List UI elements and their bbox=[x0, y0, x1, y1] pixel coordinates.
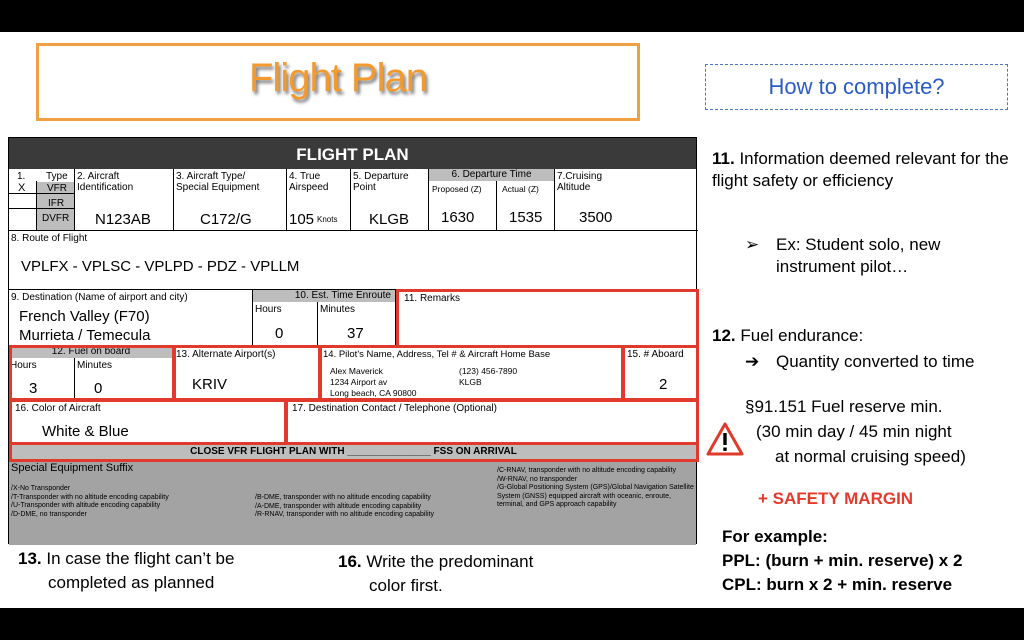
field-10-ete: 10. Est. Time Enroute Hours Minutes 0 37 bbox=[253, 290, 396, 346]
highlight-fuel bbox=[9, 345, 175, 401]
note-13: 13. In case the flight can’t be bbox=[18, 549, 235, 568]
special-equipment-suffix: Special Equipment Suffix /X-No Transponder /T-Transponder with no altitude encoding capability /U-Transponder with altitude encoding capability /D-DME, no transponder /B-DME, transponder with no altitude encoding capability /A-DME, transponder with altitude encoding capability /R-RNAV, transponder with no altitude encoding capability /C-RNAV, transponder with no altitude encoding capability /W-RNAV, no transponder /G-Global Positioning System (GPS)/Global Navigation Satellite System (GNSS) equipped aircraft with oceanic, enroute, terminal, and GPS approach capability bbox=[9, 460, 696, 545]
note-13-line2: completed as planned bbox=[48, 573, 215, 592]
field-7-cruising-altitude: 7.Cruising Altitude 3500 bbox=[555, 169, 698, 231]
type-dvfr: DVFR bbox=[42, 213, 70, 224]
type-x-mark: X bbox=[18, 182, 26, 194]
cruising-altitude-value: 3500 bbox=[579, 209, 613, 226]
highlight-pilot bbox=[319, 345, 624, 401]
field-1-type: 1. Type X VFR IFR DVFR bbox=[9, 169, 75, 231]
aircraft-type-value: C172/G bbox=[200, 211, 252, 228]
slide bbox=[0, 32, 1024, 608]
field-17-destination-contact: 17. Destination Contact / Telephone (Optional) bbox=[286, 400, 698, 443]
note-12: 12. Fuel endurance: bbox=[712, 326, 864, 345]
safety-margin: + SAFETY MARGIN bbox=[758, 489, 914, 508]
note-11-bullet: ➢ bbox=[745, 235, 760, 254]
highlight-color bbox=[9, 399, 287, 445]
type-ifr: IFR bbox=[48, 198, 65, 209]
field-13-alternate: 13. Alternate Airport(s) KRIV bbox=[174, 346, 320, 400]
flight-plan-form bbox=[8, 137, 697, 544]
field-9-destination: 9. Destination (Name of airport and city) French Valley (F70) Murrieta / Temecula bbox=[9, 290, 253, 346]
proposed-time-value: 1630 bbox=[441, 209, 475, 226]
reg-line-3: at normal cruising speed) bbox=[775, 447, 966, 466]
field-4-true-airspeed: 4. True Airspeed 105 Knots bbox=[287, 169, 351, 231]
highlight-close bbox=[9, 442, 699, 462]
close-flight-plan-row: CLOSE VFR FLIGHT PLAN WITH _______________ FSS ON ARRIVAL bbox=[9, 443, 698, 460]
note-16: 16. Write the predominant bbox=[338, 552, 534, 571]
example-cpl: CPL: burn x 2 + min. reserve bbox=[722, 575, 953, 594]
example-ppl: PPL: (burn + min. reserve) x 2 bbox=[722, 551, 963, 570]
example-title: For example: bbox=[722, 527, 828, 546]
warning-icon bbox=[706, 422, 744, 456]
field-11-remarks: 11. Remarks bbox=[396, 290, 698, 346]
note-12-arrow: ➔ bbox=[745, 352, 760, 371]
route-value: VPLFX - VPLSC - VPLPD - PDZ - VPLLM bbox=[21, 258, 300, 275]
actual-time-value: 1535 bbox=[509, 209, 543, 226]
note-11-example: Ex: Student solo, new instrument pilot… bbox=[776, 235, 941, 276]
note-16-line2: color first. bbox=[369, 576, 443, 595]
reg-line-2: (30 min day / 45 min night bbox=[756, 422, 952, 441]
note-12-sub: Quantity converted to time bbox=[776, 352, 975, 371]
departure-point-value: KLGB bbox=[369, 211, 410, 228]
note-11: 11. Information deemed relevant for the flight safety or efficiency bbox=[712, 149, 1009, 190]
field-5-departure-point: 5. Departure Point KLGB bbox=[351, 169, 429, 231]
field-6-departure-time: 6. Departure Time Proposed (Z) Actual (Z) 1630 1535 bbox=[429, 169, 555, 231]
how-to-complete-box: How to complete? bbox=[705, 64, 1008, 110]
field-2-aircraft-id: 2. Aircraft Identification N123AB bbox=[75, 169, 174, 231]
suffix-col-2: /B-DME, transponder with no altitude encoding capability /A-DME, transponder with altitude encoding capability /R-RNAV, transponder with no altitude encoding capability bbox=[255, 494, 434, 518]
type-vfr: VFR bbox=[47, 183, 67, 194]
highlight-alternate bbox=[173, 345, 321, 401]
true-airspeed-value: 105 bbox=[289, 211, 315, 228]
aircraft-id-value: N123AB bbox=[95, 211, 151, 228]
slide-title: Flight Plan bbox=[249, 56, 427, 100]
suffix-col-1: /X-No Transponder /T-Transponder with no altitude encoding capability /U-Transponder with altitude encoding capability /D-DME, no transponder bbox=[11, 485, 169, 518]
reg-line-1: §91.151 Fuel reserve min. bbox=[745, 397, 943, 416]
highlight-destination-contact bbox=[285, 399, 699, 445]
field-15-aboard: 15. # Aboard 2 bbox=[623, 346, 698, 400]
field-3-aircraft-type: 3. Aircraft Type/ Special Equipment C172/G bbox=[174, 169, 287, 231]
field-16-color: 16. Color of Aircraft White & Blue bbox=[9, 400, 286, 443]
highlight-aboard bbox=[622, 345, 699, 401]
field-12-fuel: 12. Fuel on board Hours Minutes 3 0 bbox=[9, 346, 174, 400]
field-8-route: 8. Route of Flight VPLFX - VPLSC - VPLPD - PDZ - VPLLM bbox=[9, 231, 698, 290]
highlight-remarks bbox=[396, 289, 699, 348]
field-14-pilot: 14. Pilot's Name, Address, Tel # & Aircraft Home Base Alex Maverick 1234 Airport av Long beach, CA 90800 (123) 456-7890 KLGB bbox=[320, 346, 623, 400]
suffix-col-3: /C-RNAV, transponder with no altitude encoding capability /W-RNAV, no transponder /G-Global Positioning System (GPS)/Global Navigation Satellite System (GNSS) equipped aircraft with oceanic, enroute, terminal, and GPS approach capability bbox=[497, 467, 694, 508]
title-box bbox=[36, 43, 640, 121]
form-header: FLIGHT PLAN bbox=[9, 138, 696, 169]
